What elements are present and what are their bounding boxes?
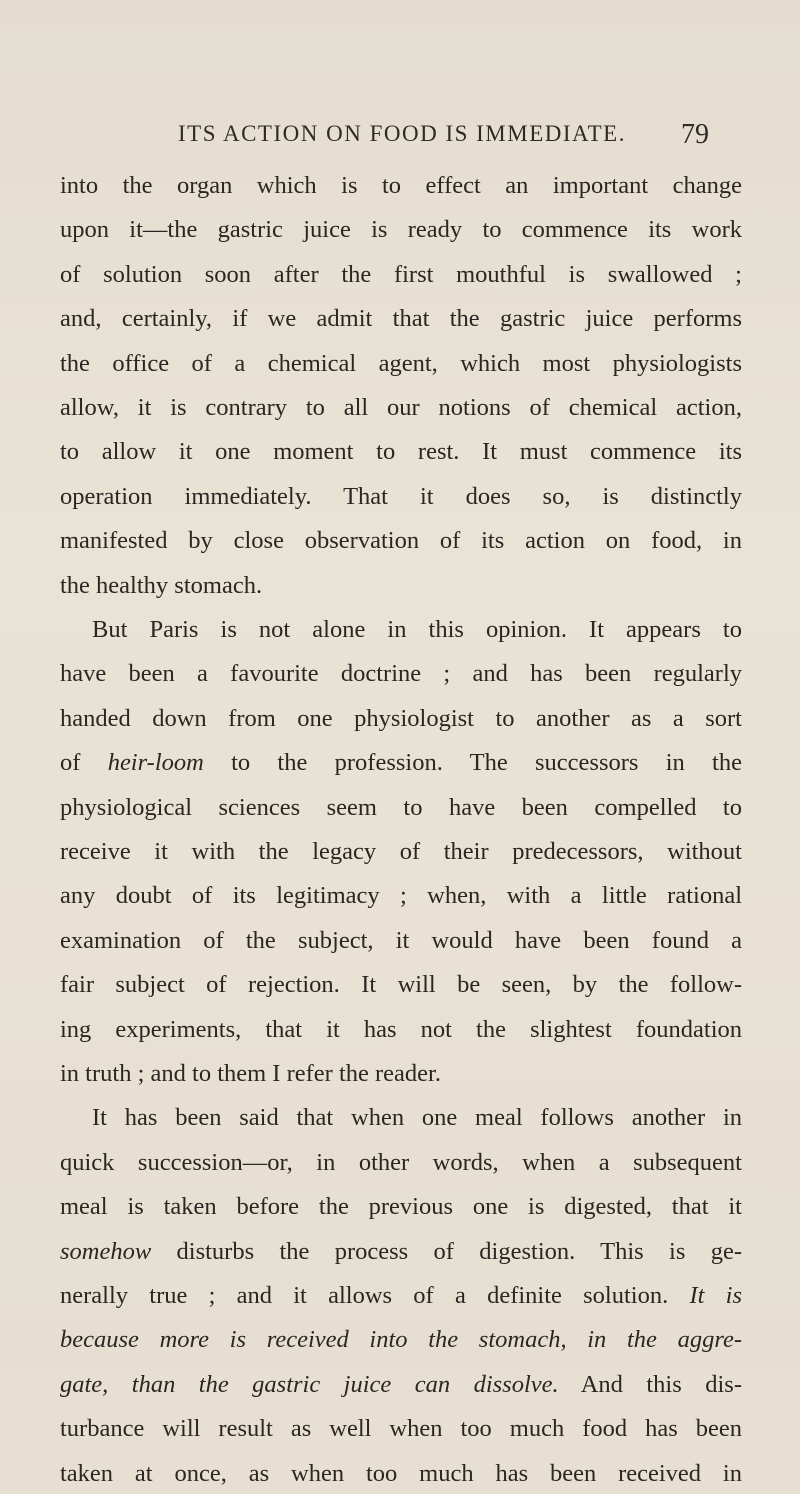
text-line: of heir-loom to the profession. The successors in the: [60, 749, 742, 777]
text-line: somehow disturbs the process of digestion. This is ge-: [60, 1237, 742, 1265]
paragraph-start-line: But Paris is not alone in this opinion. It appears to: [92, 616, 742, 643]
text-line: any doubt of its legitimacy ; when, with a little rational: [60, 882, 742, 910]
text-line: turbance will result as well when too much food has been: [60, 1415, 742, 1443]
text-line: ing experiments, that it has not the slightest foundation: [60, 1015, 742, 1043]
text-line: fair subject of rejection. It will be seen, by the follow-: [60, 971, 742, 999]
text-line: of solution soon after the first mouthful is swallowed ;: [60, 260, 742, 288]
text-line: to allow it one moment to rest. It must commence its: [60, 438, 742, 466]
running-title: ITS ACTION ON FOOD IS IMMEDIATE.: [178, 121, 626, 146]
text-line: have been a favourite doctrine ; and has been regularly: [60, 660, 742, 688]
text-line: and, certainly, if we admit that the gastric juice performs: [60, 305, 742, 333]
text-line: into the organ which is to effect an important change: [60, 172, 742, 199]
text-line: physiological sciences seem to have been compelled to: [60, 793, 742, 821]
page-number: 79: [681, 119, 709, 150]
text-line: gate, than the gastric juice can dissolve. And this dis-: [60, 1370, 742, 1398]
text-line: the healthy stomach.: [60, 571, 263, 599]
text-line: nerally true ; and it allows of a definite solution. It is: [60, 1282, 742, 1309]
text-line: receive it with the legacy of their predecessors, without: [60, 838, 742, 865]
text-line: taken at once, as when too much has been received in: [60, 1459, 742, 1487]
paragraph-start-line: It has been said that when one meal follows another in: [92, 1104, 742, 1132]
text-line: allow, it is contrary to all our notions of chemical action,: [60, 394, 742, 421]
text-line: examination of the subject, it would have been found a: [60, 926, 742, 954]
text-line: operation immediately. That it does so, is distinctly: [60, 482, 742, 510]
text-line: the office of a chemical agent, which most physiologists: [60, 349, 742, 377]
running-head: [0, 121, 800, 151]
text-line: because more is received into the stomach, in the aggre-: [60, 1326, 742, 1354]
text-line: in truth ; and to them I refer the reader.: [60, 1060, 441, 1087]
text-line: meal is taken before the previous one is digested, that it: [60, 1193, 742, 1221]
text-line: upon it—the gastric juice is ready to commence its work: [60, 216, 742, 244]
text-line: handed down from one physiologist to another as a sort: [60, 704, 742, 732]
text-line: quick succession—or, in other words, when a subsequent: [60, 1148, 742, 1176]
text-line: manifested by close observation of its action on food, in: [60, 527, 742, 555]
